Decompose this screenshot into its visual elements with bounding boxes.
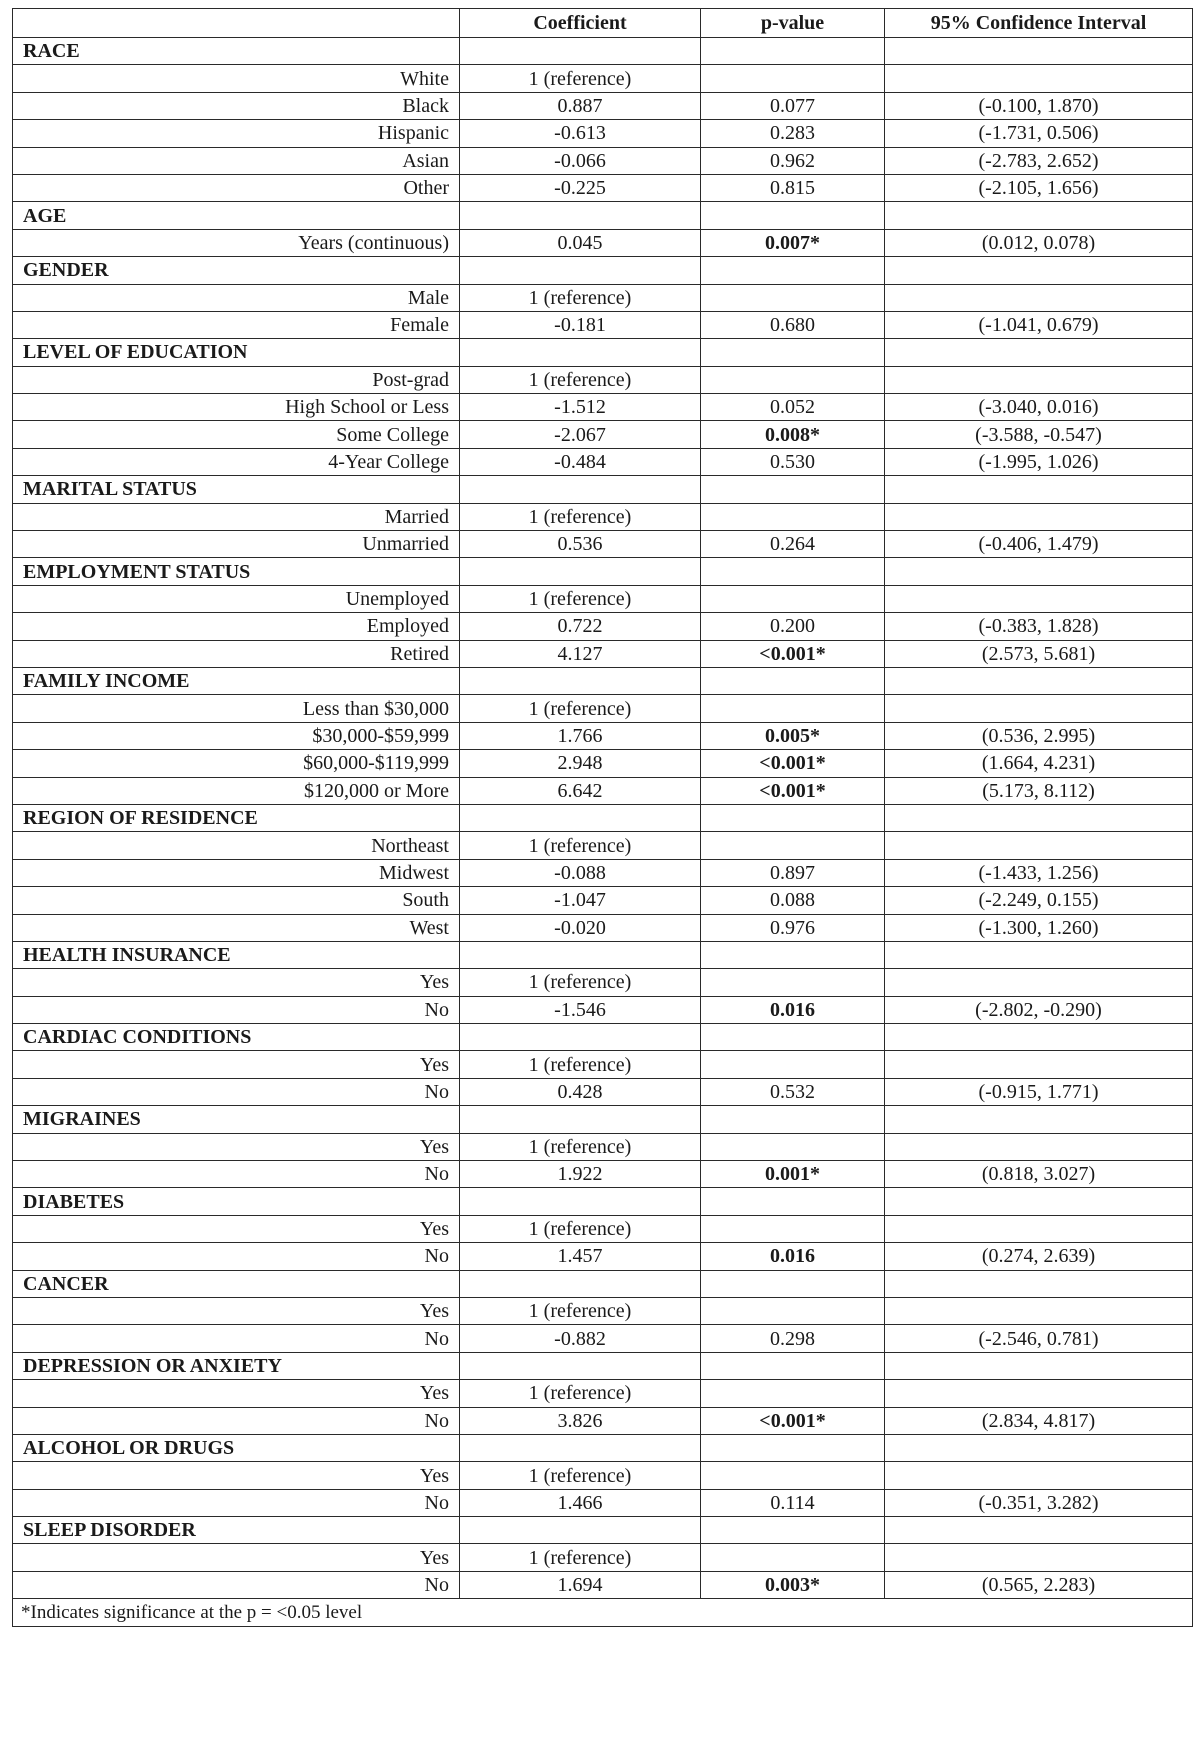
section-ci-cell: [885, 941, 1193, 968]
row-label: Other: [13, 174, 460, 201]
confidence-interval: [885, 366, 1193, 393]
coefficient-value: 6.642: [460, 777, 701, 804]
row-label: Post-grad: [13, 366, 460, 393]
row-label: No: [13, 1243, 460, 1270]
confidence-interval: (-1.731, 0.506): [885, 120, 1193, 147]
section-title: MARITAL STATUS: [13, 476, 460, 503]
section-title: GENDER: [13, 257, 460, 284]
table-row: [13, 887, 1193, 914]
coefficient-value: 1 (reference): [460, 503, 701, 530]
section-ci-cell: [885, 1434, 1193, 1461]
section-header-row: [13, 202, 1193, 229]
section-p-value-cell: [701, 1106, 885, 1133]
coefficient-value: 2.948: [460, 750, 701, 777]
row-label: Northeast: [13, 832, 460, 859]
section-ci-cell: [885, 804, 1193, 831]
section-header-row: [13, 1106, 1193, 1133]
coefficient-value: 1.766: [460, 722, 701, 749]
row-label: Retired: [13, 640, 460, 667]
table-row: [13, 1078, 1193, 1105]
section-ci-cell: [885, 667, 1193, 694]
section-p-value-cell: [701, 339, 885, 366]
section-coefficient-cell: [460, 38, 701, 65]
p-value: 0.897: [701, 859, 885, 886]
p-value: 0.088: [701, 887, 885, 914]
row-label: No: [13, 1489, 460, 1516]
section-coefficient-cell: [460, 339, 701, 366]
table-header: [13, 9, 1193, 38]
row-label: $120,000 or More: [13, 777, 460, 804]
confidence-interval: [885, 1297, 1193, 1324]
p-value: 0.016: [701, 1243, 885, 1270]
coefficient-value: -0.066: [460, 147, 701, 174]
section-title: ALCOHOL OR DRUGS: [13, 1434, 460, 1461]
confidence-interval: (-3.588, -0.547): [885, 421, 1193, 448]
p-value: 0.532: [701, 1078, 885, 1105]
table-row: [13, 229, 1193, 256]
p-value: [701, 695, 885, 722]
p-value: 0.200: [701, 613, 885, 640]
table-row: [13, 1051, 1193, 1078]
confidence-interval: (-2.802, -0.290): [885, 996, 1193, 1023]
row-label: No: [13, 996, 460, 1023]
table-row: [13, 421, 1193, 448]
section-ci-cell: [885, 38, 1193, 65]
p-value: 0.114: [701, 1489, 885, 1516]
confidence-interval: (-1.995, 1.026): [885, 448, 1193, 475]
table-row: [13, 722, 1193, 749]
section-coefficient-cell: [460, 804, 701, 831]
row-label: Yes: [13, 1133, 460, 1160]
section-coefficient-cell: [460, 1024, 701, 1051]
section-coefficient-cell: [460, 941, 701, 968]
table-body: [13, 38, 1193, 1599]
section-title: HEALTH INSURANCE: [13, 941, 460, 968]
section-header-row: [13, 1024, 1193, 1051]
section-coefficient-cell: [460, 1434, 701, 1461]
section-p-value-cell: [701, 941, 885, 968]
p-value: 0.052: [701, 394, 885, 421]
section-header-row: [13, 1517, 1193, 1544]
coefficient-value: 1 (reference): [460, 585, 701, 612]
confidence-interval: [885, 65, 1193, 92]
row-label: Female: [13, 311, 460, 338]
coefficient-value: 1.466: [460, 1489, 701, 1516]
section-p-value-cell: [701, 1270, 885, 1297]
section-p-value-cell: [701, 38, 885, 65]
section-header-row: [13, 1352, 1193, 1379]
header-label-cell: [13, 9, 460, 38]
coefficient-value: 1 (reference): [460, 366, 701, 393]
coefficient-value: -2.067: [460, 421, 701, 448]
table-row: [13, 585, 1193, 612]
table-row: [13, 613, 1193, 640]
row-label: Yes: [13, 1297, 460, 1324]
coefficient-value: 1 (reference): [460, 969, 701, 996]
coefficient-value: 0.536: [460, 531, 701, 558]
section-ci-cell: [885, 476, 1193, 503]
section-p-value-cell: [701, 667, 885, 694]
confidence-interval: (2.573, 5.681): [885, 640, 1193, 667]
section-title: CARDIAC CONDITIONS: [13, 1024, 460, 1051]
coefficient-value: -1.512: [460, 394, 701, 421]
table-row: [13, 284, 1193, 311]
table-row: [13, 996, 1193, 1023]
p-value: 0.264: [701, 531, 885, 558]
coefficient-value: 1 (reference): [460, 284, 701, 311]
section-coefficient-cell: [460, 1517, 701, 1544]
coefficient-value: 1 (reference): [460, 695, 701, 722]
confidence-interval: (-2.105, 1.656): [885, 174, 1193, 201]
row-label: No: [13, 1571, 460, 1598]
section-p-value-cell: [701, 202, 885, 229]
row-label: Married: [13, 503, 460, 530]
coefficient-value: 1 (reference): [460, 1462, 701, 1489]
table-row: [13, 394, 1193, 421]
section-title: SLEEP DISORDER: [13, 1517, 460, 1544]
row-label: No: [13, 1078, 460, 1105]
section-title: CANCER: [13, 1270, 460, 1297]
row-label: No: [13, 1325, 460, 1352]
section-ci-cell: [885, 339, 1193, 366]
table-row: [13, 969, 1193, 996]
coefficient-value: 1 (reference): [460, 1215, 701, 1242]
table-row: [13, 695, 1193, 722]
confidence-interval: (-2.546, 0.781): [885, 1325, 1193, 1352]
row-label: Unemployed: [13, 585, 460, 612]
table-row: [13, 92, 1193, 119]
table-row: [13, 503, 1193, 530]
coefficient-value: 1 (reference): [460, 832, 701, 859]
section-p-value-cell: [701, 558, 885, 585]
row-label: High School or Less: [13, 394, 460, 421]
coefficient-value: 1.922: [460, 1161, 701, 1188]
section-title: DIABETES: [13, 1188, 460, 1215]
confidence-interval: [885, 503, 1193, 530]
row-label: Yes: [13, 1544, 460, 1571]
confidence-interval: [885, 585, 1193, 612]
section-header-row: [13, 1270, 1193, 1297]
table-row: [13, 120, 1193, 147]
coefficient-value: -0.484: [460, 448, 701, 475]
section-header-row: [13, 941, 1193, 968]
p-value: 0.283: [701, 120, 885, 147]
table-row: [13, 859, 1193, 886]
row-label: Asian: [13, 147, 460, 174]
p-value: [701, 1133, 885, 1160]
row-label: Years (continuous): [13, 229, 460, 256]
section-header-row: [13, 804, 1193, 831]
confidence-interval: (0.818, 3.027): [885, 1161, 1193, 1188]
section-coefficient-cell: [460, 667, 701, 694]
coefficient-value: 0.428: [460, 1078, 701, 1105]
confidence-interval: (-1.300, 1.260): [885, 914, 1193, 941]
confidence-interval: (-2.249, 0.155): [885, 887, 1193, 914]
header-coefficient: Coefficient: [460, 9, 701, 38]
coefficient-value: 1 (reference): [460, 1133, 701, 1160]
row-label: 4-Year College: [13, 448, 460, 475]
confidence-interval: (2.834, 4.817): [885, 1407, 1193, 1434]
section-ci-cell: [885, 558, 1193, 585]
table-row: [13, 1407, 1193, 1434]
section-coefficient-cell: [460, 476, 701, 503]
row-label: West: [13, 914, 460, 941]
table-row: [13, 1325, 1193, 1352]
section-title: DEPRESSION OR ANXIETY: [13, 1352, 460, 1379]
section-p-value-cell: [701, 1352, 885, 1379]
table-row: [13, 65, 1193, 92]
section-p-value-cell: [701, 1188, 885, 1215]
regression-results-table: [12, 8, 1193, 1627]
confidence-interval: [885, 1544, 1193, 1571]
p-value: [701, 1215, 885, 1242]
p-value: 0.530: [701, 448, 885, 475]
coefficient-value: 1 (reference): [460, 65, 701, 92]
p-value: 0.003*: [701, 1571, 885, 1598]
row-label: White: [13, 65, 460, 92]
p-value: [701, 832, 885, 859]
section-header-row: [13, 1434, 1193, 1461]
coefficient-value: -0.882: [460, 1325, 701, 1352]
table-row: [13, 147, 1193, 174]
coefficient-value: -0.020: [460, 914, 701, 941]
section-ci-cell: [885, 1352, 1193, 1379]
confidence-interval: [885, 969, 1193, 996]
p-value: 0.298: [701, 1325, 885, 1352]
p-value: <0.001*: [701, 777, 885, 804]
row-label: Yes: [13, 1462, 460, 1489]
coefficient-value: 1.457: [460, 1243, 701, 1270]
table-row: [13, 1380, 1193, 1407]
row-label: Midwest: [13, 859, 460, 886]
table-row: [13, 914, 1193, 941]
table-row: [13, 777, 1193, 804]
confidence-interval: (-1.433, 1.256): [885, 859, 1193, 886]
row-label: Hispanic: [13, 120, 460, 147]
row-label: Yes: [13, 969, 460, 996]
p-value: <0.001*: [701, 1407, 885, 1434]
section-title: RACE: [13, 38, 460, 65]
section-coefficient-cell: [460, 558, 701, 585]
header-confidence-interval: 95% Confidence Interval: [885, 9, 1193, 38]
table-row: [13, 1215, 1193, 1242]
confidence-interval: (-0.915, 1.771): [885, 1078, 1193, 1105]
p-value: [701, 1380, 885, 1407]
confidence-interval: (-0.351, 3.282): [885, 1489, 1193, 1516]
table-row: [13, 1489, 1193, 1516]
section-ci-cell: [885, 257, 1193, 284]
table-row: [13, 1297, 1193, 1324]
coefficient-value: 1 (reference): [460, 1380, 701, 1407]
section-p-value-cell: [701, 1517, 885, 1544]
coefficient-value: 3.826: [460, 1407, 701, 1434]
row-label: Black: [13, 92, 460, 119]
p-value: [701, 1297, 885, 1324]
table-row: [13, 750, 1193, 777]
confidence-interval: (0.274, 2.639): [885, 1243, 1193, 1270]
section-ci-cell: [885, 202, 1193, 229]
section-coefficient-cell: [460, 1352, 701, 1379]
confidence-interval: [885, 1051, 1193, 1078]
section-header-row: [13, 476, 1193, 503]
header-row: [13, 9, 1193, 38]
row-label: $30,000-$59,999: [13, 722, 460, 749]
section-coefficient-cell: [460, 1188, 701, 1215]
p-value: 0.007*: [701, 229, 885, 256]
table-row: [13, 311, 1193, 338]
p-value: <0.001*: [701, 750, 885, 777]
section-header-row: [13, 558, 1193, 585]
row-label: South: [13, 887, 460, 914]
coefficient-value: 0.045: [460, 229, 701, 256]
p-value: [701, 65, 885, 92]
p-value: 0.005*: [701, 722, 885, 749]
table-row: [13, 1133, 1193, 1160]
p-value: [701, 1544, 885, 1571]
table-row: [13, 448, 1193, 475]
p-value: [701, 503, 885, 530]
coefficient-value: -0.613: [460, 120, 701, 147]
p-value: 0.016: [701, 996, 885, 1023]
coefficient-value: 1 (reference): [460, 1297, 701, 1324]
row-label: Yes: [13, 1215, 460, 1242]
confidence-interval: (1.664, 4.231): [885, 750, 1193, 777]
table-row: [13, 640, 1193, 667]
coefficient-value: 1 (reference): [460, 1544, 701, 1571]
section-ci-cell: [885, 1024, 1193, 1051]
section-header-row: [13, 1188, 1193, 1215]
section-coefficient-cell: [460, 1270, 701, 1297]
confidence-interval: [885, 1380, 1193, 1407]
confidence-interval: (-0.406, 1.479): [885, 531, 1193, 558]
confidence-interval: (-2.783, 2.652): [885, 147, 1193, 174]
table-row: [13, 366, 1193, 393]
row-label: Less than $30,000: [13, 695, 460, 722]
p-value: 0.001*: [701, 1161, 885, 1188]
section-header-row: [13, 667, 1193, 694]
p-value: [701, 585, 885, 612]
row-label: Yes: [13, 1380, 460, 1407]
table-row: [13, 1462, 1193, 1489]
row-label: Yes: [13, 1051, 460, 1078]
coefficient-value: -0.181: [460, 311, 701, 338]
table-footer: [13, 1599, 1193, 1627]
row-label: Male: [13, 284, 460, 311]
row-label: Some College: [13, 421, 460, 448]
confidence-interval: [885, 695, 1193, 722]
section-ci-cell: [885, 1270, 1193, 1297]
confidence-interval: [885, 1215, 1193, 1242]
p-value: 0.962: [701, 147, 885, 174]
row-label: $60,000-$119,999: [13, 750, 460, 777]
section-p-value-cell: [701, 1434, 885, 1461]
p-value: 0.680: [701, 311, 885, 338]
coefficient-value: -1.546: [460, 996, 701, 1023]
confidence-interval: (0.012, 0.078): [885, 229, 1193, 256]
coefficient-value: 1 (reference): [460, 1051, 701, 1078]
section-coefficient-cell: [460, 257, 701, 284]
table-row: [13, 1571, 1193, 1598]
section-coefficient-cell: [460, 202, 701, 229]
row-label: No: [13, 1161, 460, 1188]
header-p-value: p-value: [701, 9, 885, 38]
section-ci-cell: [885, 1188, 1193, 1215]
p-value: 0.077: [701, 92, 885, 119]
confidence-interval: (0.565, 2.283): [885, 1571, 1193, 1598]
p-value: [701, 969, 885, 996]
confidence-interval: (0.536, 2.995): [885, 722, 1193, 749]
section-title: REGION OF RESIDENCE: [13, 804, 460, 831]
section-header-row: [13, 339, 1193, 366]
coefficient-value: 0.887: [460, 92, 701, 119]
confidence-interval: [885, 832, 1193, 859]
coefficient-value: 4.127: [460, 640, 701, 667]
footnote: *Indicates significance at the p = <0.05 level: [13, 1599, 1193, 1627]
p-value: [701, 1462, 885, 1489]
p-value: [701, 1051, 885, 1078]
p-value: 0.008*: [701, 421, 885, 448]
section-p-value-cell: [701, 257, 885, 284]
row-label: No: [13, 1407, 460, 1434]
footnote-row: [13, 1599, 1193, 1627]
row-label: Unmarried: [13, 531, 460, 558]
table-row: [13, 174, 1193, 201]
coefficient-value: -0.225: [460, 174, 701, 201]
coefficient-value: -0.088: [460, 859, 701, 886]
table-row: [13, 531, 1193, 558]
section-title: AGE: [13, 202, 460, 229]
confidence-interval: [885, 1462, 1193, 1489]
confidence-interval: (-0.383, 1.828): [885, 613, 1193, 640]
table-row: [13, 1243, 1193, 1270]
section-title: EMPLOYMENT STATUS: [13, 558, 460, 585]
section-header-row: [13, 257, 1193, 284]
p-value: 0.976: [701, 914, 885, 941]
section-coefficient-cell: [460, 1106, 701, 1133]
section-header-row: [13, 38, 1193, 65]
section-ci-cell: [885, 1106, 1193, 1133]
coefficient-value: 1.694: [460, 1571, 701, 1598]
p-value: <0.001*: [701, 640, 885, 667]
p-value: [701, 284, 885, 311]
section-title: FAMILY INCOME: [13, 667, 460, 694]
section-title: MIGRAINES: [13, 1106, 460, 1133]
section-title: LEVEL OF EDUCATION: [13, 339, 460, 366]
confidence-interval: (-1.041, 0.679): [885, 311, 1193, 338]
row-label: Employed: [13, 613, 460, 640]
p-value: 0.815: [701, 174, 885, 201]
section-p-value-cell: [701, 804, 885, 831]
table-row: [13, 1161, 1193, 1188]
coefficient-value: -1.047: [460, 887, 701, 914]
confidence-interval: (-0.100, 1.870): [885, 92, 1193, 119]
p-value: [701, 366, 885, 393]
table-row: [13, 832, 1193, 859]
confidence-interval: [885, 284, 1193, 311]
section-ci-cell: [885, 1517, 1193, 1544]
confidence-interval: (5.173, 8.112): [885, 777, 1193, 804]
section-p-value-cell: [701, 1024, 885, 1051]
coefficient-value: 0.722: [460, 613, 701, 640]
table-row: [13, 1544, 1193, 1571]
confidence-interval: (-3.040, 0.016): [885, 394, 1193, 421]
confidence-interval: [885, 1133, 1193, 1160]
section-p-value-cell: [701, 476, 885, 503]
